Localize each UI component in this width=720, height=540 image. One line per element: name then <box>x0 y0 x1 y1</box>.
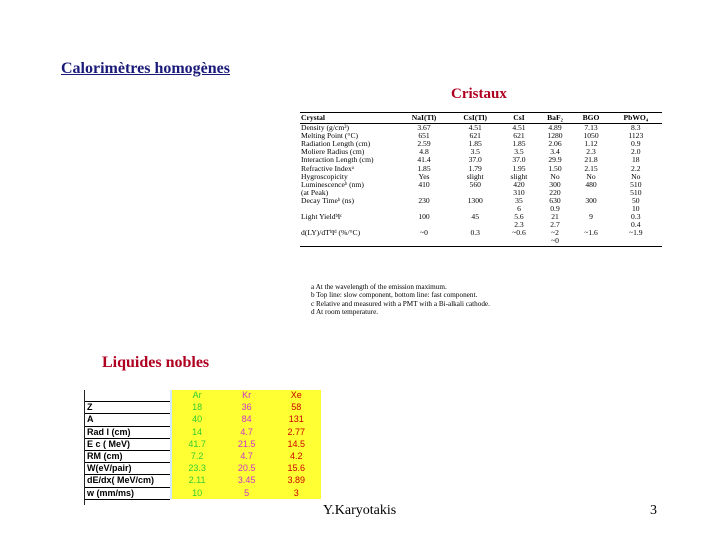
crystal-value-cell: 3.67 <box>417 123 431 133</box>
noble-property-label: Z <box>85 402 170 414</box>
noble-value-cell: 58 <box>271 402 321 414</box>
crystal-value-cell: ~1.6 <box>584 228 598 238</box>
crystal-value-cell: ~0.6 <box>512 228 526 238</box>
crystal-table-row <box>300 229 662 237</box>
noble-property-label: RM (cm) <box>85 450 170 462</box>
crystal-header-cell: BGO <box>572 113 609 124</box>
noble-table-row <box>85 414 321 426</box>
crystal-value-cell: 1.12 <box>584 139 598 149</box>
crystal-value-cell: 2.0 <box>631 147 641 157</box>
crystal-table <box>300 112 662 247</box>
crystal-header-cell: NaI(Tl) <box>398 113 450 124</box>
crystal-value-cell: No <box>550 171 560 181</box>
crystal-value-cell: No <box>631 171 641 181</box>
crystal-property-label: Decay Timeᵇ (ns) <box>301 195 354 205</box>
crystal-header-cell: BaF₂ <box>538 113 573 124</box>
crystal-value-cell: 1.50 <box>548 163 562 173</box>
crystal-value-cell: 3.5 <box>470 147 480 157</box>
crystal-value-cell: 621 <box>513 131 525 141</box>
crystal-value-cell: 651 <box>418 131 430 141</box>
noble-table-row <box>85 402 321 414</box>
note-d: d At room temperature. <box>311 307 379 316</box>
crystal-property-label: Luminescenceᵇ (nm) <box>301 179 364 189</box>
crystal-table-row <box>300 205 662 213</box>
noble-value-cell: 14.5 <box>271 438 321 450</box>
noble-value-cell: 4.7 <box>222 450 272 462</box>
footer-author: Y.Karyotakis <box>323 503 397 518</box>
crystal-value-cell: 4.51 <box>512 123 526 133</box>
crystal-table-row <box>300 197 662 205</box>
crystal-value-cell <box>610 237 662 246</box>
crystal-value-cell <box>572 237 609 246</box>
crystal-table-row <box>300 237 662 246</box>
crystal-value-cell: 510 <box>630 179 642 189</box>
crystal-value-cell: 5.6 <box>514 212 524 222</box>
note-b: b Top line: slow component, bottom line: fast component. <box>311 291 478 300</box>
noble-header-ar: Ar <box>172 390 222 402</box>
crystal-value-cell: 100 <box>418 212 430 222</box>
crystal-property-label: (at Peak) <box>301 187 329 197</box>
crystal-value-cell: 2.3 <box>586 147 596 157</box>
crystal-table-row <box>300 213 662 221</box>
crystal-value-cell <box>450 237 500 246</box>
crystal-value-cell: 2.15 <box>584 163 598 173</box>
crystal-value-cell: 0.4 <box>631 220 641 230</box>
crystal-value-cell: ~2 <box>551 228 559 238</box>
noble-value-cell: 14 <box>172 426 222 438</box>
crystal-value-cell: 18 <box>632 155 640 165</box>
crystal-value-cell: 2.06 <box>548 139 562 149</box>
noble-value-cell: 10 <box>172 487 222 499</box>
crystal-value-cell: 420 <box>513 179 525 189</box>
crystal-value-cell: 8.3 <box>631 123 641 133</box>
noble-table-row <box>85 450 321 462</box>
noble-value-cell: 40 <box>172 414 222 426</box>
noble-value-cell: 84 <box>222 414 272 426</box>
crystal-property-label: d(LY)/dTᵇⲒᵈ (%/°C) <box>301 228 361 238</box>
noble-value-cell: 21.5 <box>222 438 272 450</box>
crystal-value-cell: 3.5 <box>514 147 524 157</box>
crystal-header-cell: CsI <box>500 113 537 124</box>
noble-table <box>85 390 321 500</box>
crystal-value-cell: 1.95 <box>512 163 526 173</box>
noble-property-label: Rad l (cm) <box>85 426 170 438</box>
crystal-value-cell: 1.79 <box>468 163 482 173</box>
noble-header-blank <box>85 390 170 402</box>
crystal-value-cell: 410 <box>418 179 430 189</box>
crystal-value-cell: 35 <box>515 195 523 205</box>
noble-header-kr: Kr <box>222 390 272 402</box>
crystal-value-cell: 37.0 <box>512 155 526 165</box>
noble-property-label: dE/dx( MeV/cm) <box>85 475 170 487</box>
crystal-header-cell: PbWO₄ <box>610 113 662 124</box>
noble-property-label: E c ( MeV) <box>85 438 170 450</box>
crystal-value-cell: 220 <box>549 187 561 197</box>
crystal-value-cell: 29.9 <box>548 155 562 165</box>
noble-value-cell: 3.89 <box>271 475 321 487</box>
noble-table-row <box>85 463 321 475</box>
slide-title: Calorimètres homogènes <box>61 60 230 77</box>
noble-property-label: A <box>85 414 170 426</box>
noble-table-row <box>85 475 321 487</box>
noble-value-cell: 2.77 <box>271 426 321 438</box>
crystal-value-cell: 1300 <box>467 195 483 205</box>
noble-value-cell: 5 <box>222 487 272 499</box>
crystal-value-cell: 2.2 <box>631 163 641 173</box>
crystal-value-cell: 0.9 <box>550 204 560 214</box>
crystal-value-cell: 1050 <box>583 131 599 141</box>
crystal-table-row <box>300 181 662 189</box>
crystal-value-cell: 1.85 <box>468 139 482 149</box>
crystal-value-cell: 1.85 <box>417 163 431 173</box>
noble-value-cell: 4.7 <box>222 426 272 438</box>
crystal-value-cell: 37.0 <box>468 155 482 165</box>
crystal-value-cell: 4.8 <box>419 147 429 157</box>
crystal-value-cell: 0.3 <box>631 212 641 222</box>
crystal-value-cell: ~0 <box>420 228 428 238</box>
noble-value-cell: 20.5 <box>222 463 272 475</box>
crystal-table-notes <box>311 283 661 316</box>
crystal-property-label: Moliere Radius (cm) <box>301 147 365 157</box>
noble-table-header <box>85 390 321 402</box>
noble-liquids-table <box>84 390 321 505</box>
crystal-value-cell: 50 <box>632 195 640 205</box>
noble-liquids-heading: Liquides nobles <box>102 354 210 371</box>
crystal-value-cell: 630 <box>549 195 561 205</box>
crystal-header-label: Crystal <box>300 113 398 124</box>
crystal-value-cell: 41.4 <box>417 155 431 165</box>
note-c: c Relative and measured with a PMT with a Bi-alkali cathode. <box>311 299 490 308</box>
crystal-property-label: Refractive Indexᵃ <box>301 163 354 173</box>
crystal-value-cell: 4.89 <box>548 123 562 133</box>
crystal-value-cell: 510 <box>630 187 642 197</box>
noble-value-cell: 18 <box>172 402 222 414</box>
crystal-value-cell: 6 <box>517 204 521 214</box>
crystal-value-cell: 45 <box>471 212 479 222</box>
crystal-value-cell: 480 <box>585 179 597 189</box>
crystal-value-cell: 3.4 <box>550 147 560 157</box>
crystal-value-cell: 10 <box>632 204 640 214</box>
crystals-heading: Cristaux <box>451 86 507 102</box>
crystal-value-cell <box>500 237 537 246</box>
crystal-value-cell: 21.8 <box>584 155 598 165</box>
noble-property-label: w (mm/ms) <box>85 487 170 499</box>
page-number: 3 <box>650 503 657 518</box>
crystal-value-cell: 9 <box>589 212 593 222</box>
crystal-value-cell: 0.9 <box>631 139 641 149</box>
crystal-value-cell: slight <box>466 171 484 181</box>
noble-value-cell: 36 <box>222 402 272 414</box>
crystal-value-cell: 1123 <box>628 131 644 141</box>
crystal-value-cell: ~1.9 <box>628 228 643 238</box>
crystal-value-cell: ~0 <box>538 237 573 246</box>
crystal-value-cell: 2.7 <box>550 220 560 230</box>
crystal-value-cell: Yes <box>418 171 430 181</box>
crystal-value-cell: 300 <box>549 179 561 189</box>
noble-value-cell: 7.2 <box>172 450 222 462</box>
crystal-table-header <box>300 113 662 124</box>
noble-value-cell: 4.2 <box>271 450 321 462</box>
crystal-value-cell: 7.13 <box>584 123 598 133</box>
crystal-value-cell: 4.51 <box>468 123 482 133</box>
crystal-value-cell: No <box>586 171 596 181</box>
crystal-value-cell: 560 <box>469 179 481 189</box>
crystal-value-cell: 1280 <box>547 131 563 141</box>
crystal-value-cell: 310 <box>513 187 525 197</box>
noble-value-cell: 41.7 <box>172 438 222 450</box>
crystal-value-cell: 1.85 <box>512 139 526 149</box>
crystal-property-label: Density (g/cm³) <box>301 123 350 133</box>
crystal-property-label: Interaction Length (cm) <box>301 155 374 165</box>
crystal-value-cell: 300 <box>585 195 597 205</box>
noble-table-row <box>85 438 321 450</box>
crystal-value-cell: slight <box>510 171 528 181</box>
noble-property-label: W(eV/pair) <box>85 463 170 475</box>
crystal-property-label <box>300 237 398 246</box>
noble-value-cell: 3.45 <box>222 475 272 487</box>
crystal-value-cell: 230 <box>418 195 430 205</box>
note-a: a At the wavelength of the emission maximum. <box>311 283 447 291</box>
noble-value-cell: 2.11 <box>172 475 222 487</box>
noble-value-cell: 23.3 <box>172 463 222 475</box>
noble-value-cell: 3 <box>271 487 321 499</box>
crystal-value-cell: 0.3 <box>470 228 480 238</box>
crystal-value-cell: 2.59 <box>417 139 431 149</box>
crystal-value-cell: 621 <box>469 131 481 141</box>
crystal-value-cell: 21 <box>551 212 559 222</box>
crystal-value-cell <box>398 237 450 246</box>
crystal-property-label: Hygroscopicity <box>301 171 348 181</box>
crystal-property-label: Melting Point (°C) <box>301 131 359 141</box>
crystal-value-cell: 2.3 <box>514 220 524 230</box>
noble-value-cell: 131 <box>271 414 321 426</box>
noble-table-row <box>85 487 321 499</box>
crystal-property-label: Light YieldᵇⲒᶜ <box>301 212 342 222</box>
noble-value-cell: 15.6 <box>271 463 321 475</box>
crystal-header-cell: CsI(Tl) <box>450 113 500 124</box>
noble-header-xe: Xe <box>271 390 321 402</box>
crystal-property-label: Radiation Length (cm) <box>301 139 371 149</box>
noble-table-row <box>85 426 321 438</box>
